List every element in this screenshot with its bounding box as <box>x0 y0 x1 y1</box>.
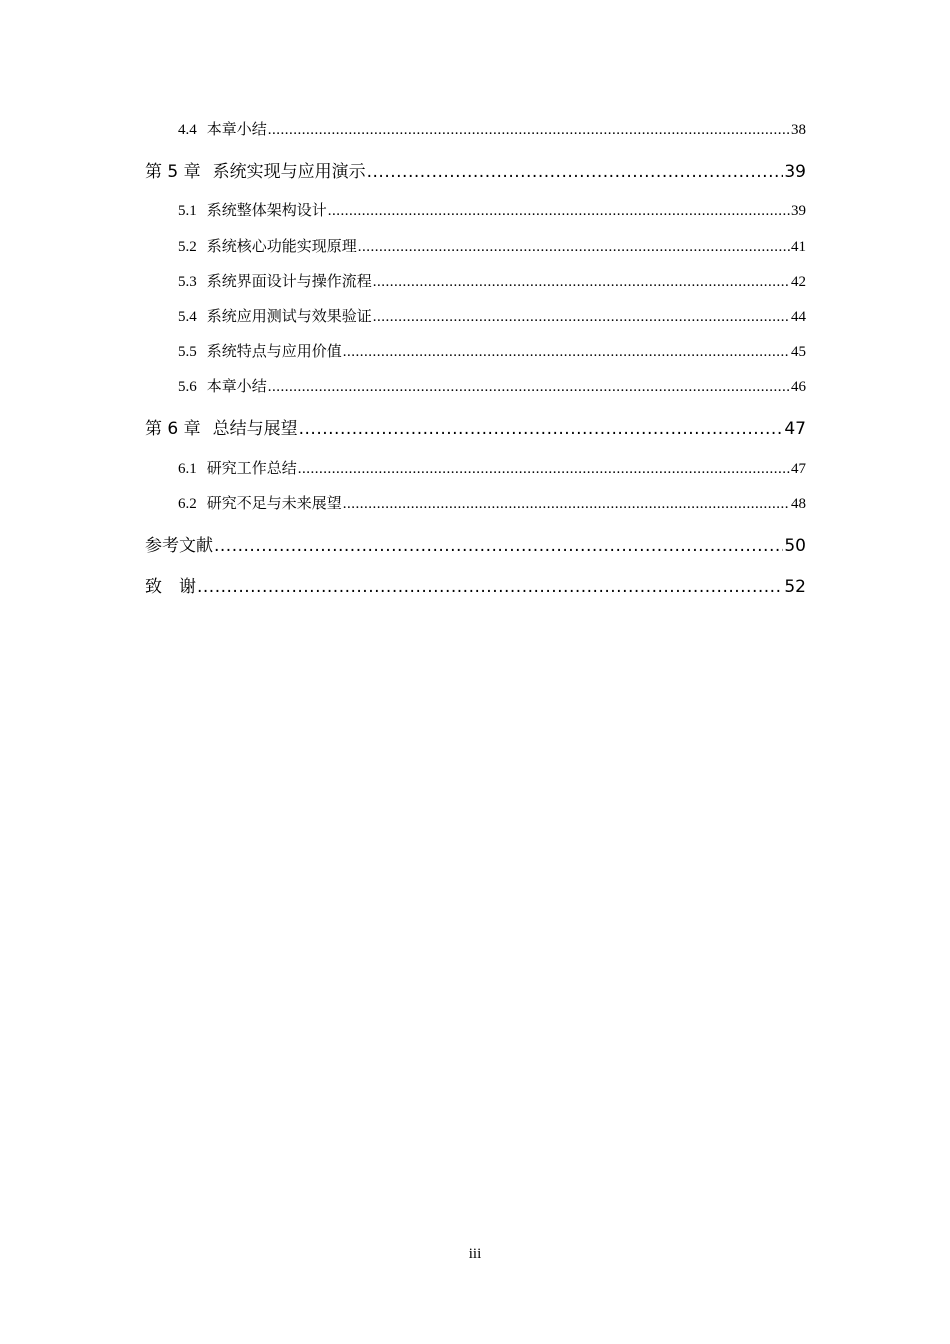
toc-entry-title: 系统实现与应用演示 <box>212 162 366 182</box>
toc-entry[interactable] <box>178 492 806 513</box>
toc-dot-leader <box>328 203 790 220</box>
toc-entry-number: 5.4 <box>178 309 197 325</box>
toc-entry-page: 46 <box>791 379 806 395</box>
toc-entry-title: 研究不足与未来展望 <box>206 496 342 512</box>
toc-dot-leader <box>214 536 783 556</box>
toc-entry[interactable] <box>178 375 806 396</box>
toc-entry-page: 41 <box>791 239 806 255</box>
toc-entry-number: 6.1 <box>178 461 197 477</box>
toc-dot-leader <box>268 379 790 396</box>
toc-chapter-entry[interactable] <box>145 414 806 439</box>
toc-entry-page: 39 <box>784 162 806 182</box>
toc-entry-page: 38 <box>791 122 806 138</box>
toc-entry-number: 4.4 <box>178 122 197 138</box>
toc-dot-leader <box>343 344 790 361</box>
toc-entry-title: 系统应用测试与效果验证 <box>206 309 372 325</box>
toc-entry[interactable] <box>178 457 806 478</box>
toc-chapter-entry[interactable] <box>145 157 806 182</box>
toc-dot-leader <box>299 419 784 439</box>
toc-entry-page: 44 <box>791 309 806 325</box>
toc-dot-leader <box>358 239 790 256</box>
toc-dot-leader <box>343 496 790 513</box>
toc-entry-page: 39 <box>791 203 806 219</box>
toc-entry-title: 系统核心功能实现原理 <box>206 239 357 255</box>
toc-entry[interactable] <box>178 199 806 220</box>
toc-entry-page: 47 <box>791 461 806 477</box>
toc-entry-page: 42 <box>791 274 806 290</box>
toc-entry-page: 47 <box>784 419 806 439</box>
toc-entry-title: 本章小结 <box>206 122 267 138</box>
toc-entry-title: 系统整体架构设计 <box>206 203 327 219</box>
toc-entry-number: 5.5 <box>178 344 197 360</box>
toc-entry[interactable] <box>178 340 806 361</box>
toc-entry[interactable] <box>178 270 806 291</box>
toc-entry-number: 第 6 章 <box>145 419 201 439</box>
toc-entry-title: 本章小结 <box>206 379 267 395</box>
toc-entry-page: 50 <box>784 536 806 556</box>
toc-entry-page: 45 <box>791 344 806 360</box>
toc-dot-leader <box>367 162 784 182</box>
toc-references-entry[interactable] <box>145 531 806 556</box>
toc-entry[interactable] <box>178 235 806 256</box>
toc-entry-number: 5.3 <box>178 274 197 290</box>
toc-entry-title: 致 谢 <box>145 577 196 597</box>
toc-dot-leader <box>373 309 790 326</box>
toc-entry-number: 6.2 <box>178 496 197 512</box>
toc-entry-page: 48 <box>791 496 806 512</box>
toc-entry-number: 5.6 <box>178 379 197 395</box>
toc-entry[interactable] <box>178 118 806 139</box>
toc-entry-title: 系统界面设计与操作流程 <box>206 274 372 290</box>
toc-dot-leader <box>197 577 783 597</box>
toc-entry-number: 5.2 <box>178 239 197 255</box>
toc-entry-title: 参考文献 <box>145 536 213 556</box>
toc-entry-number: 第 5 章 <box>145 162 201 182</box>
page-number-footer: iii <box>468 1246 482 1262</box>
toc-dot-leader <box>268 122 790 139</box>
toc-dot-leader <box>298 461 790 478</box>
toc-dot-leader <box>373 274 790 291</box>
toc-entry-title: 总结与展望 <box>212 419 298 439</box>
toc-entry-page: 52 <box>784 577 806 597</box>
toc-entry-number: 5.1 <box>178 203 197 219</box>
toc-entry-title: 研究工作总结 <box>206 461 297 477</box>
toc-acknowledgements-entry[interactable] <box>145 572 806 597</box>
toc-entry-title: 系统特点与应用价值 <box>206 344 342 360</box>
toc-entry[interactable] <box>178 305 806 326</box>
